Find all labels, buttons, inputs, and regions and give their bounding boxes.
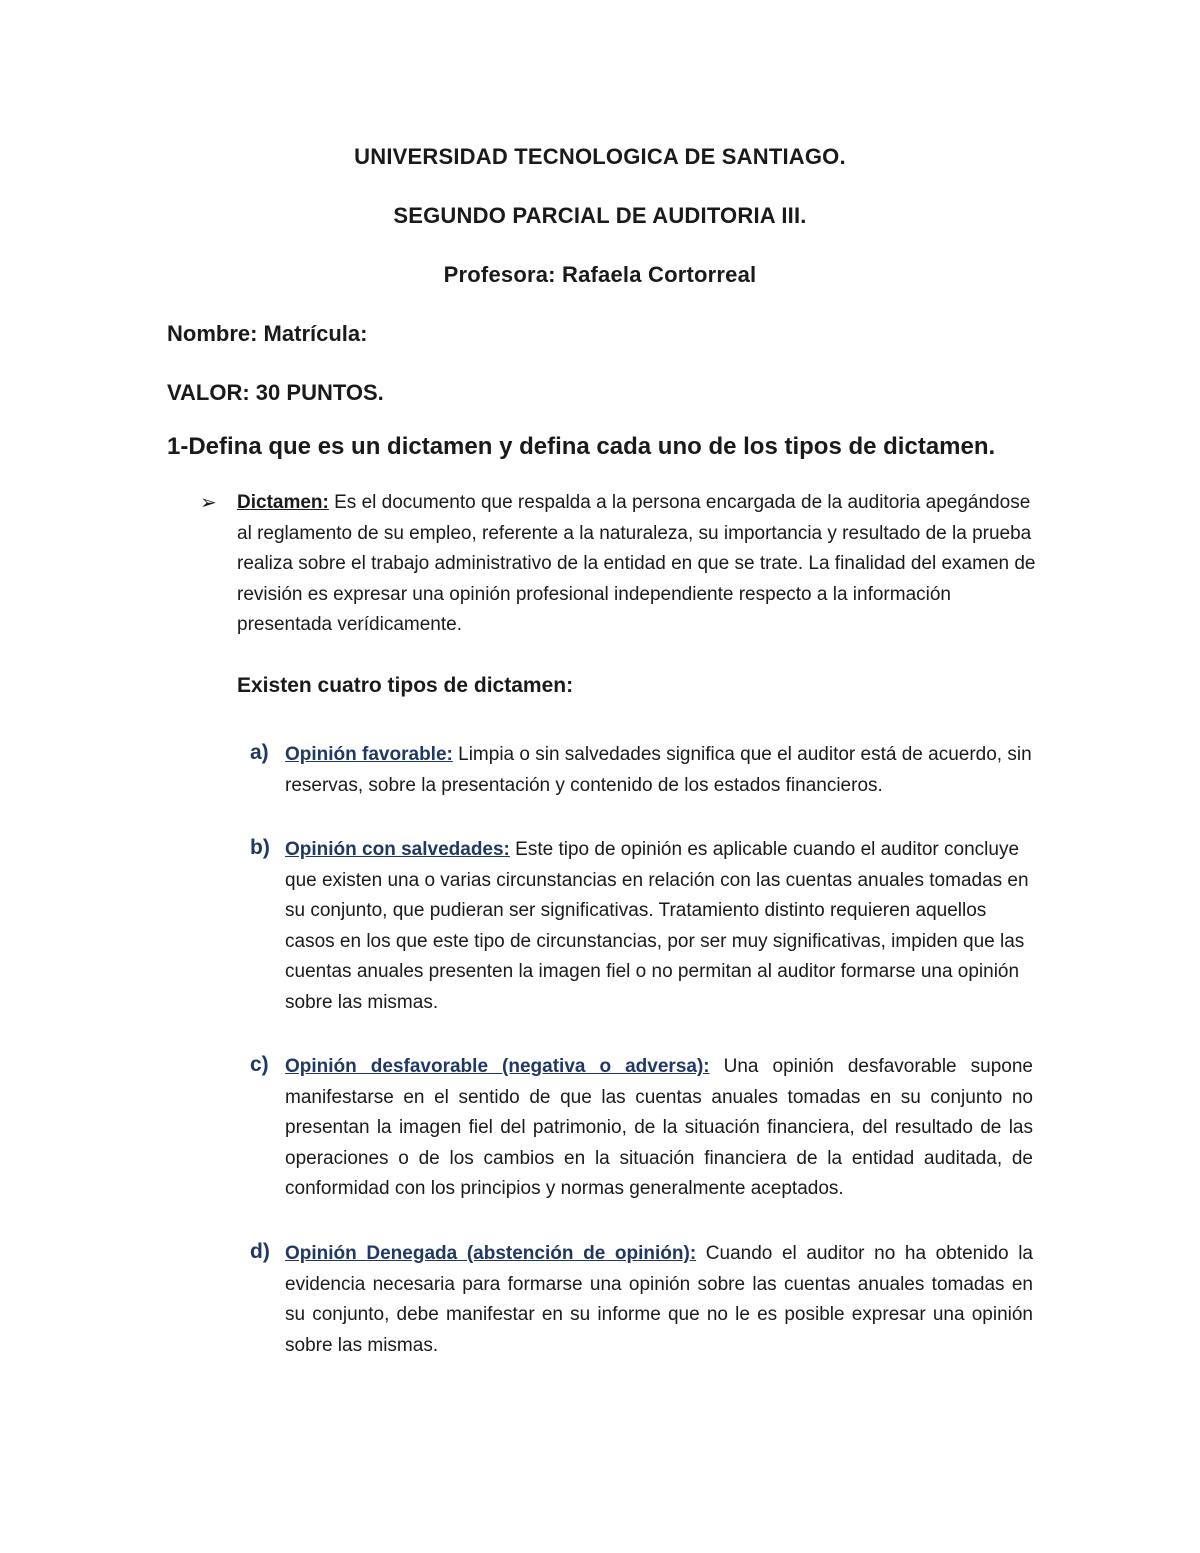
exam-title: SEGUNDO PARCIAL DE AUDITORIA III. [393,203,807,228]
university-title: UNIVERSIDAD TECNOLOGICA DE SANTIAGO. [354,144,846,169]
list-marker: c) [250,1053,269,1076]
type-d-term: Opinión Denegada (abstención de opinión): [285,1243,697,1264]
type-c-paragraph [285,1052,1033,1205]
value-line: VALOR: 30 PUNTOS. [167,380,384,405]
student-line: Nombre: Matrícula: [167,321,368,346]
type-a-term: Opinión favorable: [285,744,453,765]
type-a-paragraph [285,740,1033,801]
types-heading: Existen cuatro tipos de dictamen: [237,674,574,697]
type-b-text: Este tipo de opinión es aplicable cuando el auditor concluye que existen una o varias circunstancias en relación con las cuentas anuales tomadas en su conjunto, que pudieran ser significativas. Tratamiento distinto requieren aquellos casos en los que este tipo de circunstancias, por ser muy significativas, impiden que las cuentas anuales presenten la imagen fiel o no permitan al auditor formarse una opinión sobre las mismas. [285,839,1029,1013]
type-c-term: Opinión desfavorable (negativa o adversa): [285,1056,710,1077]
type-d-text: Cuando el auditor no ha obtenido la evidencia necesaria para formarse una opinión sobre las cuentas anuales tomadas en su conjunto, debe manifestar en su informe que no le es posible expresar una opinión sobre las mismas. [285,1243,1033,1356]
list-marker: b) [250,836,270,859]
type-b-term: Opinión con salvedades: [285,839,510,860]
professor-line: Profesora: Rafaela Cortorreal [443,262,757,287]
list-marker: a) [250,741,269,764]
dictamen-term: Dictamen: [237,492,329,513]
arrow-bullet-icon: ➢ [200,492,217,514]
list-marker: d) [250,1240,270,1263]
question-heading: 1-Defina que es un dictamen y defina cada uno de los tipos de dictamen. [167,433,996,460]
type-b-paragraph [285,835,1033,1018]
type-c-text: Una opinión desfavorable supone manifestarse en el sentido de que las cuentas anuales tomadas en su conjunto no presentan la imagen fiel del patrimonio, de la situación financiera, del resultado de las operaciones o de los cambios en la situación financiera de la entidad auditada, de conformidad con los principios y normas generalmente aceptados. [285,1056,1033,1199]
dictamen-text: Es el documento que respalda a la persona encargada de la auditoria apegándose al reglamento de su empleo, referente a la naturaleza, su importancia y resultado de la prueba realiza sobre el trabajo administrativo de la entidad en que se trate. La finalidad del examen de revisión es expresar una opinión profesional independiente respecto a la información presentada verídicamente. [237,492,1036,635]
dictamen-paragraph [237,488,1037,641]
type-a-text: Limpia o sin salvedades significa que el auditor está de acuerdo, sin reservas, sobre la presentación y contenido de los estados financieros. [285,744,1032,796]
type-d-paragraph [285,1239,1033,1361]
